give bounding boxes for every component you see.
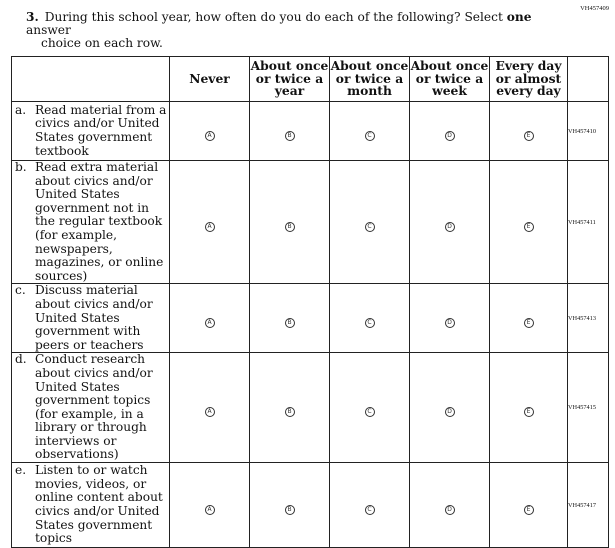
table-row [12, 161, 609, 284]
row-code: VH457417 [568, 463, 609, 548]
answer-bubble-e[interactable]: E [524, 131, 534, 141]
row-item [12, 102, 170, 161]
answer-cell [330, 102, 410, 161]
answer-bubble-e[interactable]: E [524, 407, 534, 417]
row-item [12, 463, 170, 548]
row-text: Discuss material about civics and/or United States government with peers or teachers [35, 283, 153, 352]
answer-cell [410, 102, 490, 161]
answer-bubble-a[interactable]: A [205, 407, 215, 417]
column-header-daily: Every day or almost every day [490, 57, 568, 102]
answer-bubble-a[interactable]: A [205, 505, 215, 515]
question-emphasis: one [506, 10, 532, 24]
answer-cell [170, 463, 250, 548]
row-item [12, 161, 170, 284]
answer-cell [250, 161, 330, 284]
row-letter: e. [15, 463, 27, 478]
answer-cell [490, 102, 568, 161]
answer-cell [330, 353, 410, 463]
answer-cell [490, 284, 568, 353]
answer-bubble-d[interactable]: D [445, 505, 455, 515]
row-code: VH457413 [568, 284, 609, 353]
answer-bubble-a[interactable]: A [205, 131, 215, 141]
answer-cell [170, 102, 250, 161]
answer-cell [250, 353, 330, 463]
row-item [12, 353, 170, 463]
answer-cell [490, 353, 568, 463]
answer-bubble-c[interactable]: C [365, 407, 375, 417]
question-number: 3. [26, 10, 39, 24]
answer-bubble-d[interactable]: D [445, 407, 455, 417]
column-header-monthly: About once or twice a month [330, 57, 410, 102]
answer-cell [330, 161, 410, 284]
question-text-3: choice on each row. [41, 36, 163, 50]
answer-cell [170, 161, 250, 284]
header-blank [12, 57, 170, 102]
answer-cell [490, 463, 568, 548]
table-row [12, 284, 609, 353]
answer-bubble-e[interactable]: E [524, 222, 534, 232]
table-row [12, 353, 609, 463]
row-text: Read extra material about civics and/or United States government not in the regular textbook (for example, newspapers, magazines, or online sources) [35, 160, 164, 283]
row-text: Read material from a civics and/or United States government textbook [35, 102, 167, 158]
question-id: VH457409 [580, 5, 609, 12]
answer-cell [410, 284, 490, 353]
answer-cell [250, 463, 330, 548]
answer-cell [250, 284, 330, 353]
row-letter: b. [15, 160, 27, 174]
row-code: VH457415 [568, 353, 609, 463]
row-text: Conduct research about civics and/or United States government topics (for example, in a library or through interviews or observations) [35, 352, 153, 462]
row-letter: d. [15, 352, 27, 367]
column-header-yearly: About once or twice a year [250, 57, 330, 102]
answer-cell [490, 161, 568, 284]
answer-cell [330, 284, 410, 353]
header-row [12, 57, 609, 102]
question-prompt [26, 11, 546, 50]
answer-bubble-e[interactable]: E [524, 318, 534, 328]
answer-bubble-d[interactable]: D [445, 222, 455, 232]
row-code: VH457411 [568, 161, 609, 284]
answer-bubble-c[interactable]: C [365, 505, 375, 515]
answer-bubble-d[interactable]: D [445, 318, 455, 328]
answer-cell [410, 463, 490, 548]
answer-bubble-b[interactable]: B [285, 407, 295, 417]
question-text-2: answer [26, 23, 71, 37]
answer-bubble-c[interactable]: C [365, 318, 375, 328]
header-code-blank [568, 57, 609, 102]
row-code: VH457410 [568, 102, 609, 161]
answer-bubble-c[interactable]: C [365, 222, 375, 232]
question-text-1: During this school year, how often do you do each of the following? Select [44, 10, 507, 24]
answer-bubble-b[interactable]: B [285, 222, 295, 232]
answer-cell [170, 284, 250, 353]
table-row [12, 102, 609, 161]
answer-cell [410, 161, 490, 284]
answer-bubble-c[interactable]: C [365, 131, 375, 141]
answer-cell [410, 353, 490, 463]
answer-bubble-b[interactable]: B [285, 318, 295, 328]
table-row [12, 463, 609, 548]
column-header-weekly: About once or twice a week [410, 57, 490, 102]
answer-bubble-a[interactable]: A [205, 222, 215, 232]
answer-cell [250, 102, 330, 161]
answer-bubble-b[interactable]: B [285, 505, 295, 515]
answer-bubble-a[interactable]: A [205, 318, 215, 328]
row-item [12, 284, 170, 353]
response-grid [11, 56, 609, 548]
row-text: Listen to or watch movies, videos, or online content about civics and/or United States government topics [35, 463, 163, 546]
answer-bubble-b[interactable]: B [285, 131, 295, 141]
answer-bubble-e[interactable]: E [524, 505, 534, 515]
answer-cell [330, 463, 410, 548]
row-letter: a. [15, 102, 27, 117]
answer-cell [170, 353, 250, 463]
column-header-never: Never [170, 57, 250, 102]
row-letter: c. [15, 283, 26, 298]
answer-bubble-d[interactable]: D [445, 131, 455, 141]
